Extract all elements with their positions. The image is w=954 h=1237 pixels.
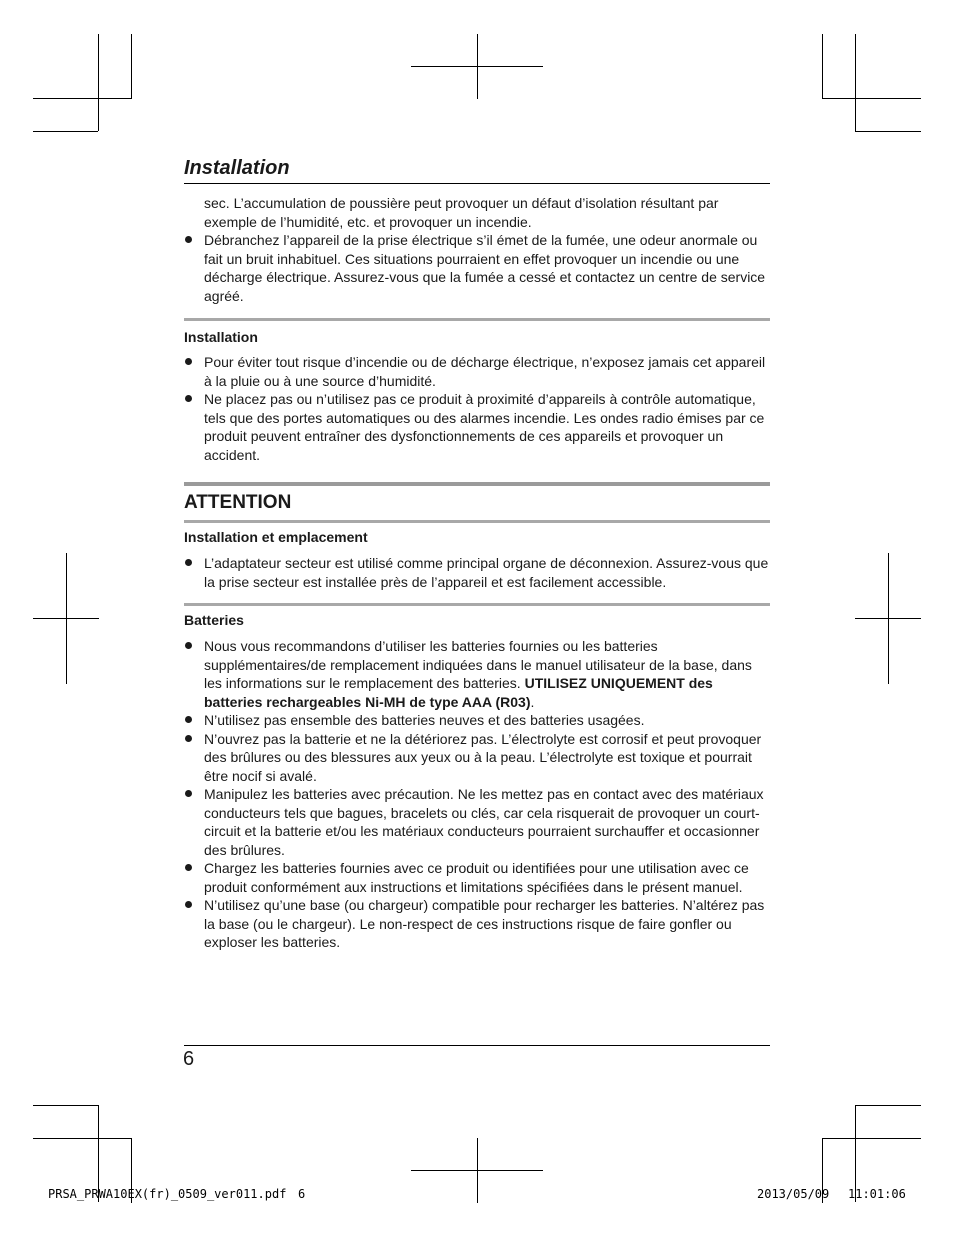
- batteries-heading: Batteries: [184, 612, 244, 628]
- intro-bullet-list: [184, 231, 770, 305]
- battery-intro-end: .: [530, 693, 535, 710]
- placement-bullet-list: [184, 554, 770, 591]
- list-item: N’utilisez pas ensemble des batteries neuves et des batteries usagées.: [184, 711, 770, 730]
- list-item: Débranchez l’appareil de la prise électrique s’il émet de la fumée, une odeur anormale ou fait un bruit inhabituel. Ces situations pourraient en effet provoquer un incendie ou une décharge électrique. Assurez-vous que la fumée a cessé et contactez un centre de service agréé.: [184, 231, 770, 305]
- print-date: 2013/05/09: [757, 1187, 830, 1201]
- installation-bullet-list: [184, 353, 770, 464]
- list-item: Manipulez les batteries avec précaution. Ne les mettez pas en contact avec des matériaux conducteurs tels que bagues, bracelets ou clés, car cela risquerait de provoquer un court-circuit et la batterie et/ou les matériaux conducteurs pourraient surchauffer et occasionner des brûlures.: [184, 785, 770, 859]
- section-title: Installation: [184, 155, 770, 184]
- installation-heading: Installation: [184, 329, 258, 345]
- attention-bottom-rule: [184, 520, 770, 523]
- print-time: 11:01:06: [848, 1187, 906, 1201]
- battery-warning-bold: UTILISEZ UNIQUEMENT des batteries rechargeables Ni-MH de type AAA (R03): [204, 675, 713, 710]
- section-divider: [184, 603, 770, 606]
- attention-top-rule: [184, 482, 770, 486]
- list-item: L’adaptateur secteur est utilisé comme principal organe de déconnexion. Assurez-vous que la prise secteur est installée près de l’appareil et est facilement accessible.: [184, 554, 770, 591]
- page-number: 6: [183, 1048, 195, 1070]
- file-name: PRSA_PRWA10EX(fr)_0509_ver011.pdf: [48, 1187, 287, 1201]
- placement-heading: Installation et emplacement: [184, 529, 368, 545]
- continuation-text: sec. L’accumulation de poussière peut provoquer un défaut d’isolation résultant par exemple de l’humidité, etc. et provoquer un incendie.: [204, 195, 719, 230]
- list-item: Pour éviter tout risque d’incendie ou de décharge électrique, n’exposez jamais cet appareil à la pluie ou à une source d’humidité.: [184, 353, 770, 390]
- battery-intro-text: Nous vous recommandons d’utiliser les batteries fournies ou les batteries supplémentaires/de remplacement indiquées dans le manuel utilisateur de la base, dans les informations sur le remplacement des batteries.: [204, 638, 752, 691]
- list-item: N’ouvrez pas la batterie et ne la détériorez pas. L’électrolyte est corrosif et peut provoquer des brûlures ou des blessures aux yeux ou à la peau. L’électrolyte est toxique et pourrait être nocif si avalé.: [184, 730, 770, 786]
- file-page-number: 6: [298, 1187, 306, 1201]
- list-item: Ne placez pas ou n’utilisez pas ce produit à proximité d’appareils à contrôle automatique, tels que des portes automatiques ou des alarmes incendie. Les ondes radio émises par ce produit peuvent entraîner des dysfonctionnements de ces appareils et provoquer un accident.: [184, 390, 770, 464]
- batteries-bullet-list: [184, 637, 770, 952]
- list-item: N’utilisez qu’une base (ou chargeur) compatible pour recharger les batteries. N’altérez pas la base (ou le chargeur). Le non-respect de ces instructions risque de faire gonfler ou exploser les batteries.: [184, 896, 770, 952]
- footer-rule: [184, 1045, 770, 1046]
- list-item: Chargez les batteries fournies avec ce produit ou identifiées pour une utilisation avec ce produit conformément aux instructions et limitations spécifiées dans le présent manuel.: [184, 859, 770, 896]
- list-item: [184, 637, 770, 711]
- section-divider: [184, 318, 770, 321]
- attention-title: ATTENTION: [184, 492, 292, 513]
- page-content: [184, 155, 770, 952]
